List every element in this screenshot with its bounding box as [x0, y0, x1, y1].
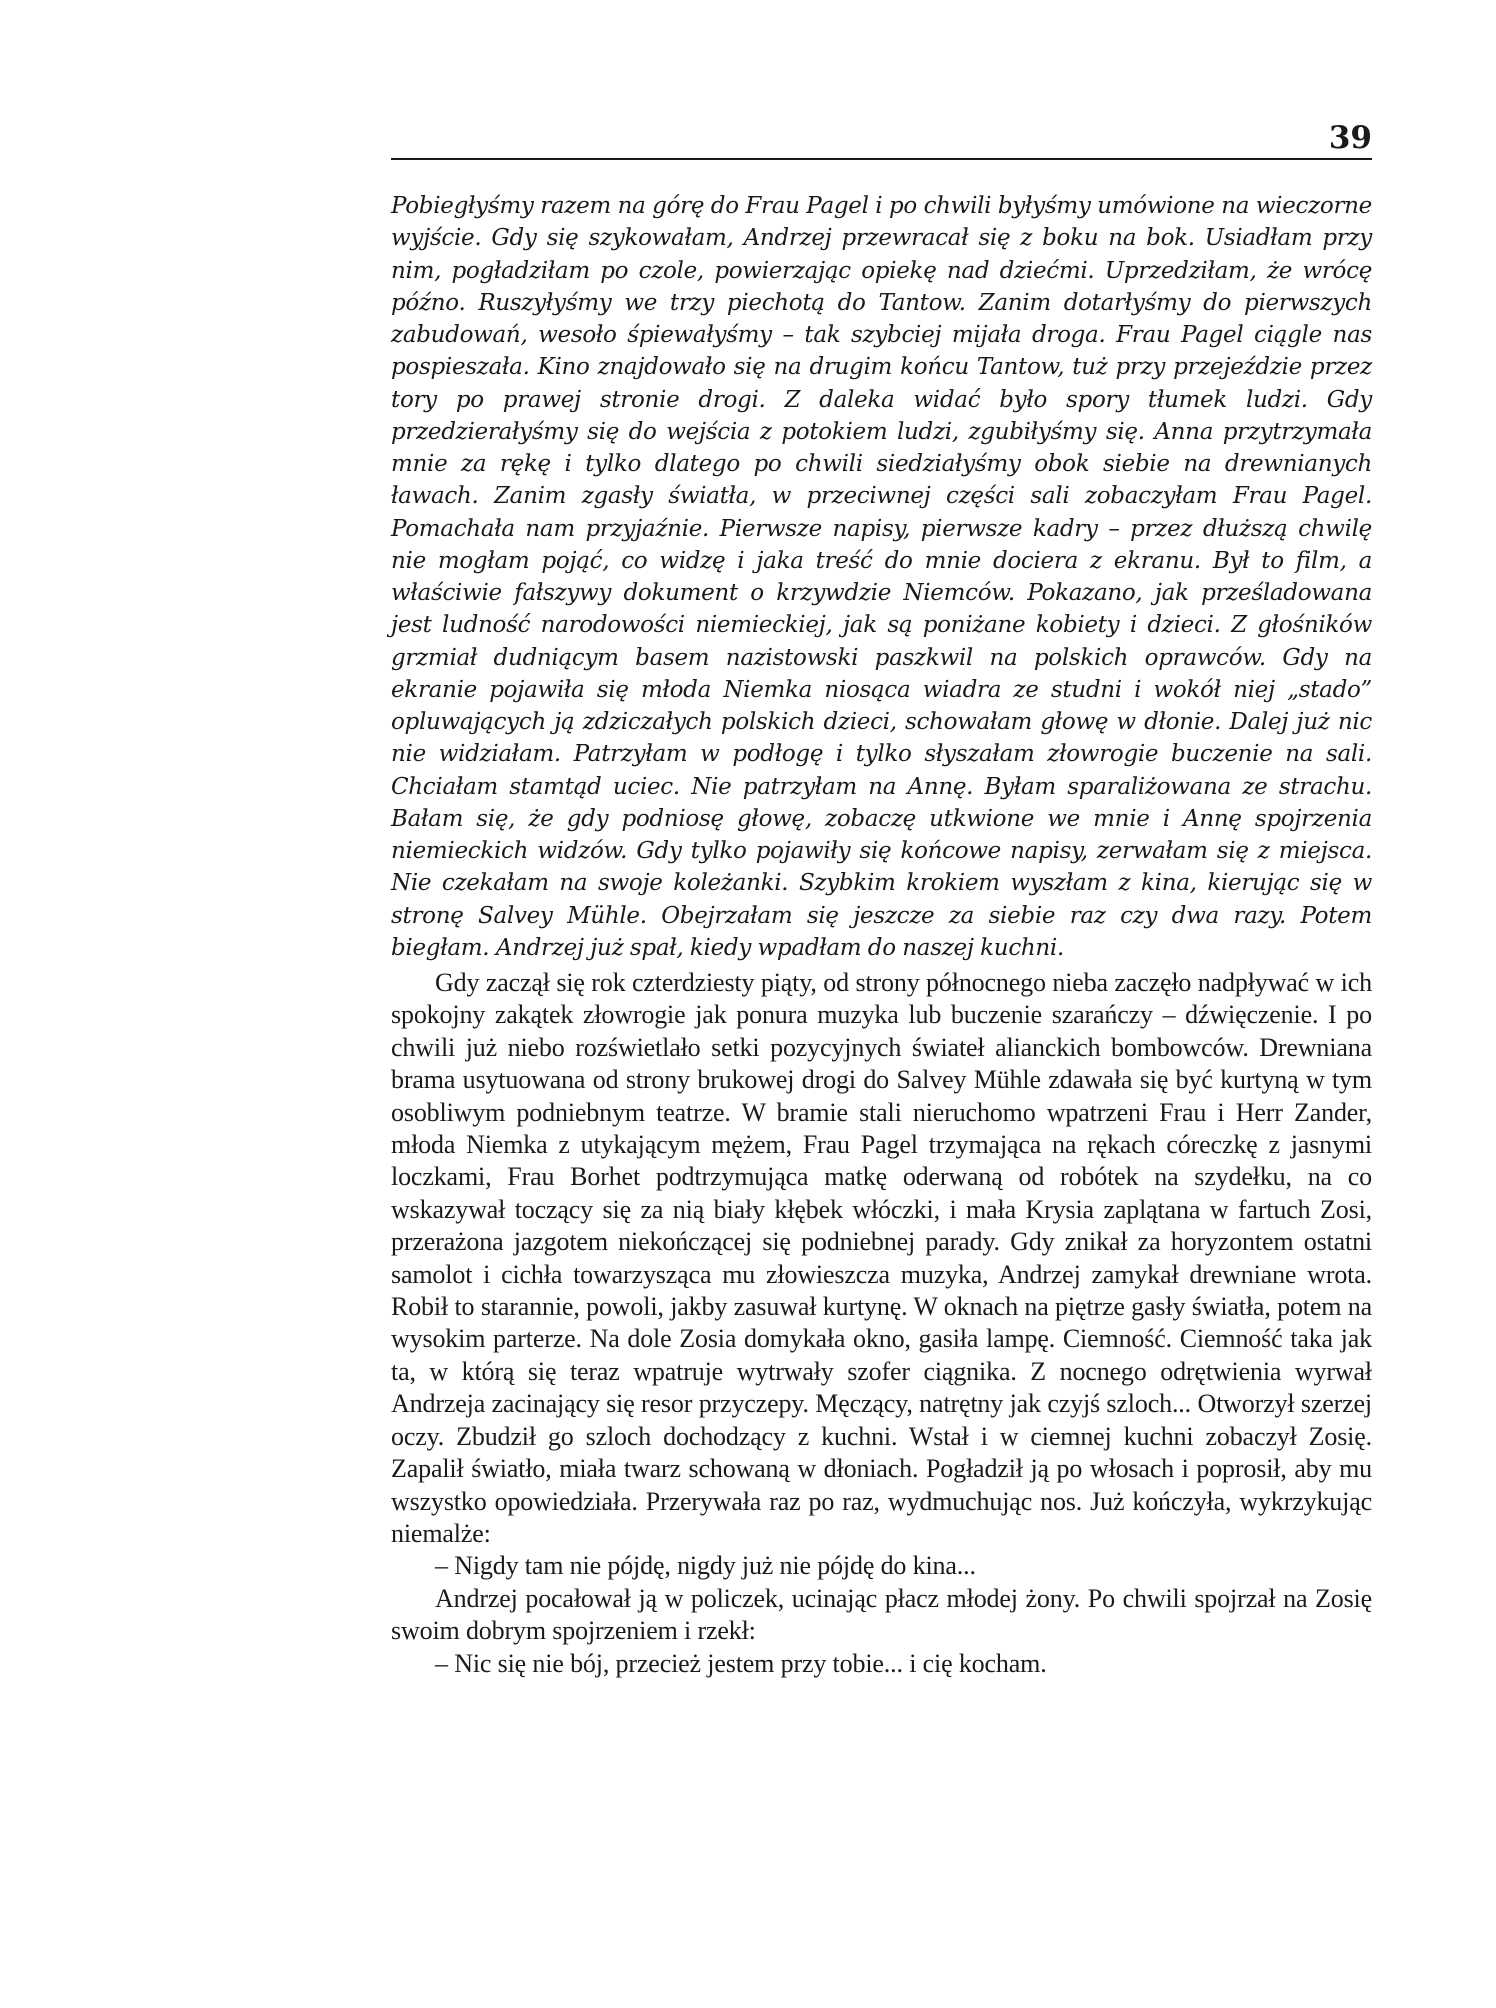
italic-passage	[391, 190, 1372, 964]
page-body	[391, 190, 1372, 1680]
narrative-passage	[391, 967, 1372, 1680]
narrative-paragraph: Gdy zaczął się rok czterdziesty piąty, od strony północnego nieba zaczęło nadpływać w ich spokojny zakątek złowrogie jak ponura muzyka lub buczenie szarańczy – dźwięczenie. I po chwili już niebo rozświetlało setki pozycyjnych świateł alianckich bombowców. Drewniana brama usytuowana od strony brukowej drogi do Salvey Mühle zdawała się być kurtyną w tym osobliwym podniebnym teatrze. W bramie stali nieruchomo wpatrzeni Frau i Herr Zander, młoda Niemka z utykającym mężem, Frau Pagel trzymająca na rękach córeczkę z jasnymi loczkami, Frau Borhet podtrzymująca matkę oderwaną od robótek na szydełku, na co wskazywał toczący się za nią biały kłębek włóczki, i mała Krysia zaplątana w fartuch Zosi, przerażona jazgotem niekończącej się podniebnej parady. Gdy znikał za horyzontem ostatni samolot i cichła towarzysząca mu złowieszcza muzyka, Andrzej zamykał drewniane wrota. Robił to starannie, powoli, jakby zasuwał kurtynę. W oknach na piętrze gasły światła, potem na wysokim parterze. Na dole Zosia domykała okno, gasiła lampę. Ciemność. Ciemność taka jak ta, w którą się teraz wpatruje wytrwały szofer ciągnika. Z nocnego odrętwienia wyrwał Andrzeja zacinający się resor przyczepy. Męczący, natrętny jak czyjś szloch... Otworzył szerzej oczy. Zbudził go szloch dochodzący z kuchni. Wstał i w ciemnej kuchni zobaczył Zosię. Zapalił światło, miała twarz schowaną w dłoniach. Pogładził ją po włosach i poprosił, aby mu wszystko opowiedziała. Przerywała raz po raz, wydmuchując nos. Już kończyła, wykrzykując niemalże:	[391, 968, 1372, 1548]
page-number: 39	[1328, 120, 1372, 156]
page-header	[391, 118, 1372, 160]
dialogue-line: – Nigdy tam nie pójdę, nigdy już nie pójdę do kina...	[435, 1551, 976, 1581]
dialogue-line: – Nic się nie bój, przecież jestem przy tobie... i cię kocham.	[435, 1648, 1047, 1678]
italic-paragraph: Pobiegłyśmy razem na górę do Frau Pagel i po chwili byłyśmy umówione na wieczorne wyjście. Gdy się szykowałam, Andrzej przewracał się z boku na bok. Usiadłam przy nim, pogładziłam po czole, powierzając opiekę nad dziećmi. Uprzedziłam, że wrócę późno. Ruszyłyśmy we trzy piechotą do Tantow. Zanim dotarłyśmy do pierwszych zabudowań, wesoło śpiewałyśmy – tak szybciej mijała droga. Frau Pagel ciągle nas pospieszała. Kino znajdowało się na drugim końcu Tantow, tuż przy przejeździe przez tory po prawej stronie drogi. Z daleka widać było spory tłumek ludzi. Gdy przedzierałyśmy się do wejścia z potokiem ludzi, zgubiłyśmy się. Anna przytrzymała mnie za rękę i tylko dlatego po chwili siedziałyśmy obok siebie na drewnianych ławach. Zanim zgasły światła, w przeciwnej części sali zobaczyłam Frau Pagel. Pomachała nam przyjaźnie. Pierwsze napisy, pierwsze kadry – przez dłuższą chwilę nie mogłam pojąć, co widzę i jaka treść do mnie dociera z ekranu. Był to film, a właściwie fałszywy dokument o krzywdzie Niemców. Pokazano, jak prześladowana jest ludność narodowości niemieckiej, jak są poniżane kobiety i dzieci. Z głośników grzmiał dudniącym basem nazistowski paszkwil na polskich oprawców. Gdy na ekranie pojawiła się młoda Niemka niosąca wiadra ze studni i wokół niej „stado” opluwających ją zdziczałych polskich dzieci, schowałam głowę w dłonie. Dalej już nic nie widziałam. Patrzyłam w podłogę i tylko słyszałam złowrogie buczenie na sali. Chciałam stamtąd uciec. Nie patrzyłam na Annę. Byłam sparaliżowana ze strachu. Bałam się, że gdy podniosę głowę, zobaczę utkwione we mnie i Annę spojrzenia niemieckich widzów. Gdy tylko pojawiły się końcowe napisy, zerwałam się z miejsca. Nie czekałam na swoje koleżanki. Szybkim krokiem wyszłam z kina, kierując się w stronę Salvey Mühle. Obejrzałam się jeszcze za siebie raz czy dwa razy. Potem biegłam. Andrzej już spał, kiedy wpadłam do naszej kuchni.	[391, 193, 1372, 961]
narrative-paragraph: Andrzej pocałował ją w policzek, ucinając płacz młodej żony. Po chwili spojrzał na Zosię swoim dobrym spojrzeniem i rzekł:	[391, 1583, 1372, 1646]
